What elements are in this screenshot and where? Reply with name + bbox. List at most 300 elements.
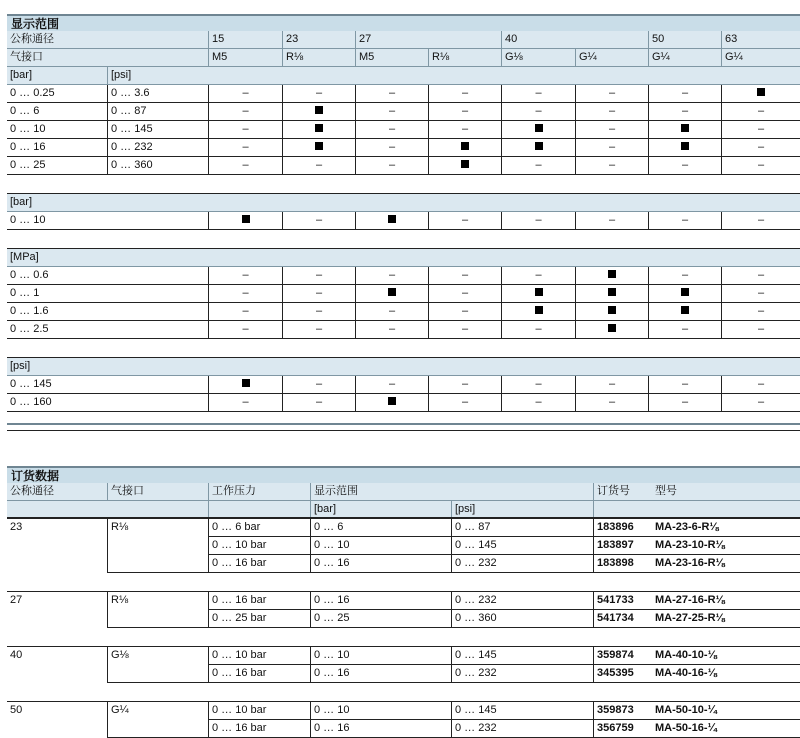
port-4: G⅛ [501,49,575,66]
nominal-size-0: 15 [208,31,282,48]
part-number-cell: 183897 [593,537,652,554]
available-mark-icon [535,306,543,314]
availability-cell [721,321,800,338]
available-mark-icon [681,288,689,296]
available-mark-icon [535,142,543,150]
subheader-blank-2 [593,501,800,517]
header-type: 型号 [655,485,677,497]
group-separator [7,230,800,249]
range-a: 0 … 0.6 [10,269,49,281]
availability-cell [355,139,428,156]
availability-cell [428,157,501,174]
unavailable-dash: – [315,305,323,317]
range-b: 0 … 145 [107,121,208,138]
availability-cell [355,321,428,338]
unavailable-dash: – [388,105,396,117]
unavailable-dash: – [242,123,249,135]
availability-cell [355,85,428,102]
availability-cell [721,267,800,284]
order-row [208,519,800,537]
unavailable-dash: – [461,323,469,335]
range-bar-cell: 0 … 16 [310,592,451,609]
availability-cell [721,376,800,393]
availability-cell [575,376,648,393]
unavailable-dash: – [757,141,765,153]
availability-cell [575,285,648,302]
availability-cell [501,212,575,229]
unavailable-dash: – [242,87,249,99]
range-psi-cell: 0 … 87 [451,519,593,536]
display-range-title: 显示范围 [7,14,800,31]
type-code-cell: MA-50-10-¼ [655,704,717,716]
availability-cell [575,303,648,320]
part-number-cell: 541733 [593,592,652,609]
unavailable-dash: – [388,323,396,335]
nominal-size-cell: 40 [10,649,23,661]
availability-cell [501,394,575,411]
unavailable-dash: – [315,87,323,99]
group-separator [7,339,800,358]
unavailable-dash: – [535,396,542,408]
pressure-cell: 0 … 16 bar [208,555,310,572]
nominal-size-cell: 50 [10,704,23,716]
port-label: 气接口 [10,51,43,63]
unavailable-dash: – [757,323,765,335]
unit-label-a: [psi] [10,360,31,372]
part-number-cell: 183898 [593,555,652,572]
order-row [208,592,800,610]
unavailable-dash: – [388,305,396,317]
order-row [208,702,800,720]
unavailable-dash: – [242,323,249,335]
availability-cell [282,139,355,156]
unavailable-dash: – [535,214,542,226]
unavailable-dash: – [757,105,765,117]
unavailable-dash: – [388,269,396,281]
unavailable-dash: – [461,396,469,408]
group-separator [7,175,800,194]
availability-cell [428,139,501,156]
unavailable-dash: – [608,378,616,390]
availability-cell [282,321,355,338]
availability-cell [575,394,648,411]
availability-cell [648,212,721,229]
availability-cell [355,103,428,120]
availability-cell [282,267,355,284]
unavailable-dash: – [315,287,323,299]
unavailable-dash: – [757,159,765,171]
availability-cell [208,267,282,284]
availability-cell [282,103,355,120]
availability-cell [355,267,428,284]
availability-cell [501,121,575,138]
range-a: 0 … 2.5 [10,323,49,335]
availability-cell [648,121,721,138]
availability-cell [355,303,428,320]
unavailable-dash: – [535,159,542,171]
unit-label-a: [bar] [10,69,33,81]
display-range-bottom-rule [7,423,800,425]
unavailable-dash: – [315,159,323,171]
order-group [7,647,800,683]
unit-row [7,67,800,85]
unit-row [7,249,800,267]
available-mark-icon [461,142,469,150]
availability-cell [501,303,575,320]
available-mark-icon [388,288,396,296]
order-row [208,720,800,738]
nominal-size-label: 公称通径 [10,33,54,45]
unit-label-b: [psi] [107,67,208,84]
availability-cell [282,303,355,320]
port-cell: G¼ [107,702,208,738]
range-a: 0 … 6 [10,105,40,117]
nominal-size-4: 50 [648,31,721,48]
unavailable-dash: – [608,141,616,153]
availability-cell [721,157,800,174]
unavailable-dash: – [535,87,542,99]
unavailable-dash: – [535,105,542,117]
range-bar-cell: 0 … 25 [310,610,451,627]
nominal-size-header-row [7,31,800,49]
header-range-psi: [psi] [451,501,593,517]
type-code-cell: MA-50-16-¼ [655,722,717,734]
unavailable-dash: – [461,287,469,299]
range-bar-cell: 0 … 10 [310,647,451,664]
availability-cell [282,394,355,411]
unavailable-dash: – [242,105,249,117]
range-row [7,139,800,157]
unavailable-dash: – [757,305,765,317]
range-row [7,303,800,321]
range-row [7,85,800,103]
available-mark-icon [608,288,616,296]
range-a: 0 … 0.25 [10,87,55,99]
subheader-blank [208,501,310,517]
availability-cell [428,85,501,102]
availability-cell [575,121,648,138]
range-a: 0 … 145 [10,378,52,390]
unavailable-dash: – [388,87,396,99]
group-separator [7,412,800,431]
unavailable-dash: – [461,269,469,281]
range-row [7,103,800,121]
availability-cell [648,285,721,302]
availability-cell [575,267,648,284]
range-row [7,121,800,139]
group-separator [7,628,800,647]
unit-row [7,194,800,212]
range-row [7,267,800,285]
part-number-cell: 183896 [593,519,652,536]
unavailable-dash: – [757,214,765,226]
availability-cell [208,85,282,102]
range-row [7,321,800,339]
availability-cell [501,285,575,302]
unavailable-dash: – [388,141,396,153]
availability-cell [428,212,501,229]
availability-cell [501,85,575,102]
type-code-cell: MA-23-6-R⅛ [655,521,719,533]
pressure-cell: 0 … 6 bar [208,519,310,536]
availability-cell [208,157,282,174]
order-header-row [7,483,800,501]
availability-cell [648,139,721,156]
availability-cell [428,376,501,393]
port-1: R⅛ [282,49,355,66]
unavailable-dash: – [242,141,249,153]
availability-cell [208,139,282,156]
availability-cell [648,303,721,320]
availability-cell [428,103,501,120]
available-mark-icon [608,306,616,314]
available-mark-icon [315,142,323,150]
availability-cell [575,85,648,102]
unavailable-dash: – [757,287,765,299]
availability-cell [355,212,428,229]
header-range: 显示范围 [310,483,593,500]
unavailable-dash: – [757,396,765,408]
unavailable-dash: – [681,87,689,99]
range-psi-cell: 0 … 232 [451,555,593,572]
unavailable-dash: – [608,123,616,135]
available-mark-icon [315,124,323,132]
nominal-size-5: 63 [721,31,800,48]
header-partno: 订货号 [593,483,652,500]
port-cell: R⅛ [107,592,208,628]
availability-cell [648,85,721,102]
port-cell: R⅛ [107,519,208,573]
availability-cell [208,303,282,320]
order-subheader-row [7,501,800,519]
availability-cell [208,321,282,338]
range-a: 0 … 16 [10,141,46,153]
unavailable-dash: – [681,323,689,335]
type-code-cell: MA-27-16-R⅛ [655,594,725,606]
order-row [208,665,800,683]
unit-row [7,358,800,376]
unavailable-dash: – [681,396,689,408]
part-number-cell: 359874 [593,647,652,664]
available-mark-icon [681,306,689,314]
group-separator [7,683,800,702]
unavailable-dash: – [388,159,396,171]
availability-cell [355,285,428,302]
availability-cell [428,285,501,302]
port-2: M5 [355,49,428,66]
unavailable-dash: – [681,378,689,390]
range-psi-cell: 0 … 145 [451,537,593,554]
order-row [208,555,800,573]
availability-cell [501,321,575,338]
availability-cell [208,376,282,393]
group-separator [7,573,800,592]
pressure-cell: 0 … 10 bar [208,537,310,554]
availability-cell [501,103,575,120]
order-row [208,647,800,665]
availability-cell [208,121,282,138]
range-row [7,394,800,412]
unavailable-dash: – [757,123,765,135]
unavailable-dash: – [242,159,249,171]
availability-cell [575,139,648,156]
range-bar-cell: 0 … 10 [310,537,451,554]
unit-label-a: [MPa] [10,251,39,263]
availability-cell [575,157,648,174]
availability-cell [355,157,428,174]
availability-cell [721,85,800,102]
nominal-size-cell: 27 [10,594,23,606]
pressure-cell: 0 … 16 bar [208,665,310,682]
unavailable-dash: – [242,269,249,281]
availability-cell [428,303,501,320]
availability-cell [282,285,355,302]
available-mark-icon [608,324,616,332]
order-group [7,702,800,738]
range-row [7,157,800,175]
availability-cell [648,267,721,284]
available-mark-icon [388,215,396,223]
availability-cell [355,376,428,393]
unavailable-dash: – [242,396,249,408]
header-range-bar: [bar] [310,501,451,517]
availability-cell [575,103,648,120]
availability-cell [648,103,721,120]
availability-cell [575,321,648,338]
range-a: 0 … 10 [10,123,46,135]
available-mark-icon [461,160,469,168]
range-b: 0 … 87 [107,103,208,120]
unit-label-a: [bar] [10,196,33,208]
range-b: 0 … 360 [107,157,208,174]
unavailable-dash: – [388,378,396,390]
available-mark-icon [315,106,323,114]
range-a: 0 … 10 [10,214,46,226]
type-code-cell: MA-27-25-R⅛ [655,612,725,624]
availability-cell [721,139,800,156]
unavailable-dash: – [681,159,689,171]
unavailable-dash: – [315,323,323,335]
unavailable-dash: – [608,214,616,226]
order-group [7,519,800,573]
range-b: 0 … 3.6 [107,85,208,102]
range-b: 0 … 232 [107,139,208,156]
header-port: 气接口 [107,483,208,500]
range-row [7,285,800,303]
range-psi-cell: 0 … 232 [451,592,593,609]
port-3: R⅛ [428,49,501,66]
port-header-row [7,49,800,67]
availability-cell [208,103,282,120]
availability-cell [282,157,355,174]
range-bar-cell: 0 … 10 [310,702,451,719]
available-mark-icon [242,215,250,223]
nominal-size-1: 23 [282,31,355,48]
unavailable-dash: – [315,214,323,226]
unavailable-dash: – [608,105,616,117]
header-pressure: 工作压力 [208,483,310,500]
unavailable-dash: – [757,269,765,281]
range-bar-cell: 0 … 16 [310,665,451,682]
unavailable-dash: – [608,87,616,99]
availability-cell [721,103,800,120]
availability-cell [648,376,721,393]
available-mark-icon [681,142,689,150]
availability-cell [355,394,428,411]
unavailable-dash: – [461,123,469,135]
port-6: G¼ [648,49,721,66]
availability-cell [721,394,800,411]
range-a: 0 … 160 [10,396,52,408]
unavailable-dash: – [315,396,323,408]
range-row [7,376,800,394]
display-range-table [7,31,800,431]
availability-cell [721,303,800,320]
nominal-size-3: 40 [501,31,648,48]
unavailable-dash: – [608,396,616,408]
availability-cell [282,85,355,102]
range-a: 0 … 25 [10,159,46,171]
availability-cell [721,121,800,138]
availability-cell [648,394,721,411]
available-mark-icon [681,124,689,132]
availability-cell [208,394,282,411]
availability-cell [501,157,575,174]
availability-cell [208,212,282,229]
availability-cell [282,212,355,229]
availability-cell [721,212,800,229]
availability-cell [648,157,721,174]
available-mark-icon [608,270,616,278]
availability-cell [501,139,575,156]
ordering-data-section [7,466,800,738]
part-number-cell: 541734 [593,610,652,627]
pressure-cell: 0 … 10 bar [208,702,310,719]
availability-cell [428,394,501,411]
ordering-data-table [7,483,800,738]
range-a: 0 … 1.6 [10,305,49,317]
available-mark-icon [757,88,765,96]
unavailable-dash: – [535,323,542,335]
unavailable-dash: – [242,305,249,317]
range-bar-cell: 0 … 16 [310,720,451,737]
availability-cell [282,121,355,138]
unavailable-dash: – [535,378,542,390]
unavailable-dash: – [461,378,469,390]
order-group [7,592,800,628]
availability-cell [208,285,282,302]
availability-cell [428,321,501,338]
unavailable-dash: – [461,214,469,226]
unavailable-dash: – [608,159,616,171]
range-bar-cell: 0 … 16 [310,555,451,572]
availability-cell [648,321,721,338]
unavailable-dash: – [681,269,689,281]
unavailable-dash: – [315,269,323,281]
part-number-cell: 345395 [593,665,652,682]
port-cell: G⅛ [107,647,208,683]
range-psi-cell: 0 … 145 [451,702,593,719]
availability-cell [501,267,575,284]
availability-cell [501,376,575,393]
availability-cell [428,121,501,138]
part-number-cell: 356759 [593,720,652,737]
part-number-cell: 359873 [593,702,652,719]
availability-cell [282,376,355,393]
availability-cell [355,121,428,138]
port-0: M5 [208,49,282,66]
port-5: G¼ [575,49,648,66]
